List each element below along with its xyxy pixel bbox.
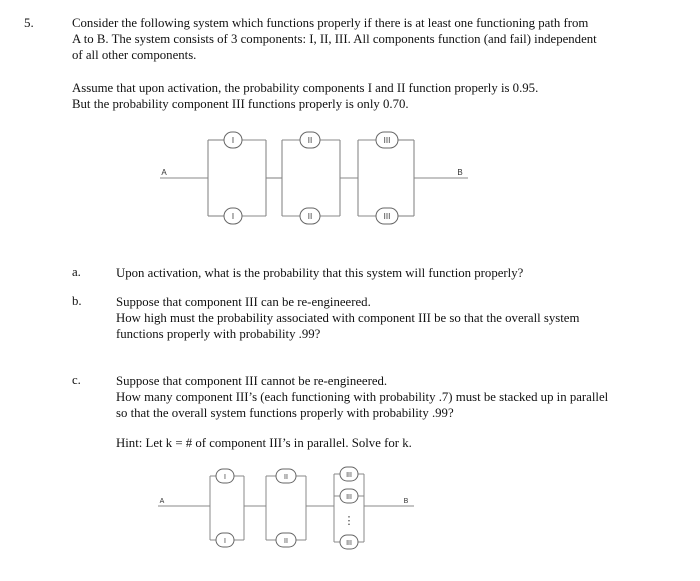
- component-label: I: [224, 538, 226, 545]
- start-label: A: [161, 168, 167, 177]
- hint-line: Hint: Let k = # of component III’s in parallel. Solve for k.: [116, 436, 412, 450]
- component-label: III: [383, 212, 391, 221]
- component-label: III: [346, 540, 352, 547]
- component-label: III: [346, 472, 352, 479]
- question-c-hint: [116, 435, 412, 451]
- question-a-text: [116, 265, 523, 281]
- intro-line: A to B. The system consists of 3 components: I, II, III. All components function (and fail) independent: [72, 32, 597, 46]
- assume-line: Assume that upon activation, the probability components I and II function properly is 0.95.: [72, 81, 539, 95]
- question-line: How many component III’s (each functioning with probability .7) must be stacked up in parallel: [116, 390, 609, 404]
- intro-line: of all other components.: [72, 48, 197, 62]
- system-diagram-2-svg: [150, 462, 430, 552]
- question-line: functions properly with probability .99?: [116, 327, 321, 341]
- component-label: II: [284, 538, 288, 545]
- component-label: I: [231, 136, 235, 145]
- problem-assumptions: [72, 80, 682, 112]
- component-label: I: [224, 474, 226, 481]
- system-diagram-1: [150, 128, 480, 228]
- question-line: Suppose that component III cannot be re-engineered.: [116, 374, 388, 388]
- question-c-label: c.: [72, 373, 81, 387]
- question-line: Upon activation, what is the probability that this system will function properly?: [116, 266, 524, 280]
- question-b-text: [116, 294, 579, 342]
- component-label: I: [231, 212, 235, 221]
- problem-number: 5.: [24, 15, 34, 30]
- question-c-text: [116, 373, 608, 421]
- end-label: B: [403, 498, 409, 505]
- system-diagram-1-svg: [150, 128, 480, 228]
- component-label: II: [307, 136, 313, 145]
- component-label: III: [383, 136, 391, 145]
- component-label: III: [346, 494, 352, 501]
- component-label: II: [284, 474, 288, 481]
- question-line: so that the overall system functions properly with probability .99?: [116, 406, 454, 420]
- component-label: II: [307, 212, 313, 221]
- question-a-label: a.: [72, 265, 81, 279]
- problem-intro: [72, 15, 682, 63]
- intro-line: Consider the following system which functions properly if there is at least one functioning path from: [72, 16, 589, 30]
- question-line: How high must the probability associated with component III be so that the overall system: [116, 311, 580, 325]
- stack-ellipsis: ⋮: [343, 515, 355, 527]
- question-b-label: b.: [72, 294, 82, 308]
- start-label: A: [159, 498, 165, 505]
- question-line: Suppose that component III can be re-engineered.: [116, 295, 371, 309]
- end-label: B: [457, 168, 463, 177]
- system-diagram-2: [150, 462, 430, 552]
- assume-line: But the probability component III functions properly is only 0.70.: [72, 97, 409, 111]
